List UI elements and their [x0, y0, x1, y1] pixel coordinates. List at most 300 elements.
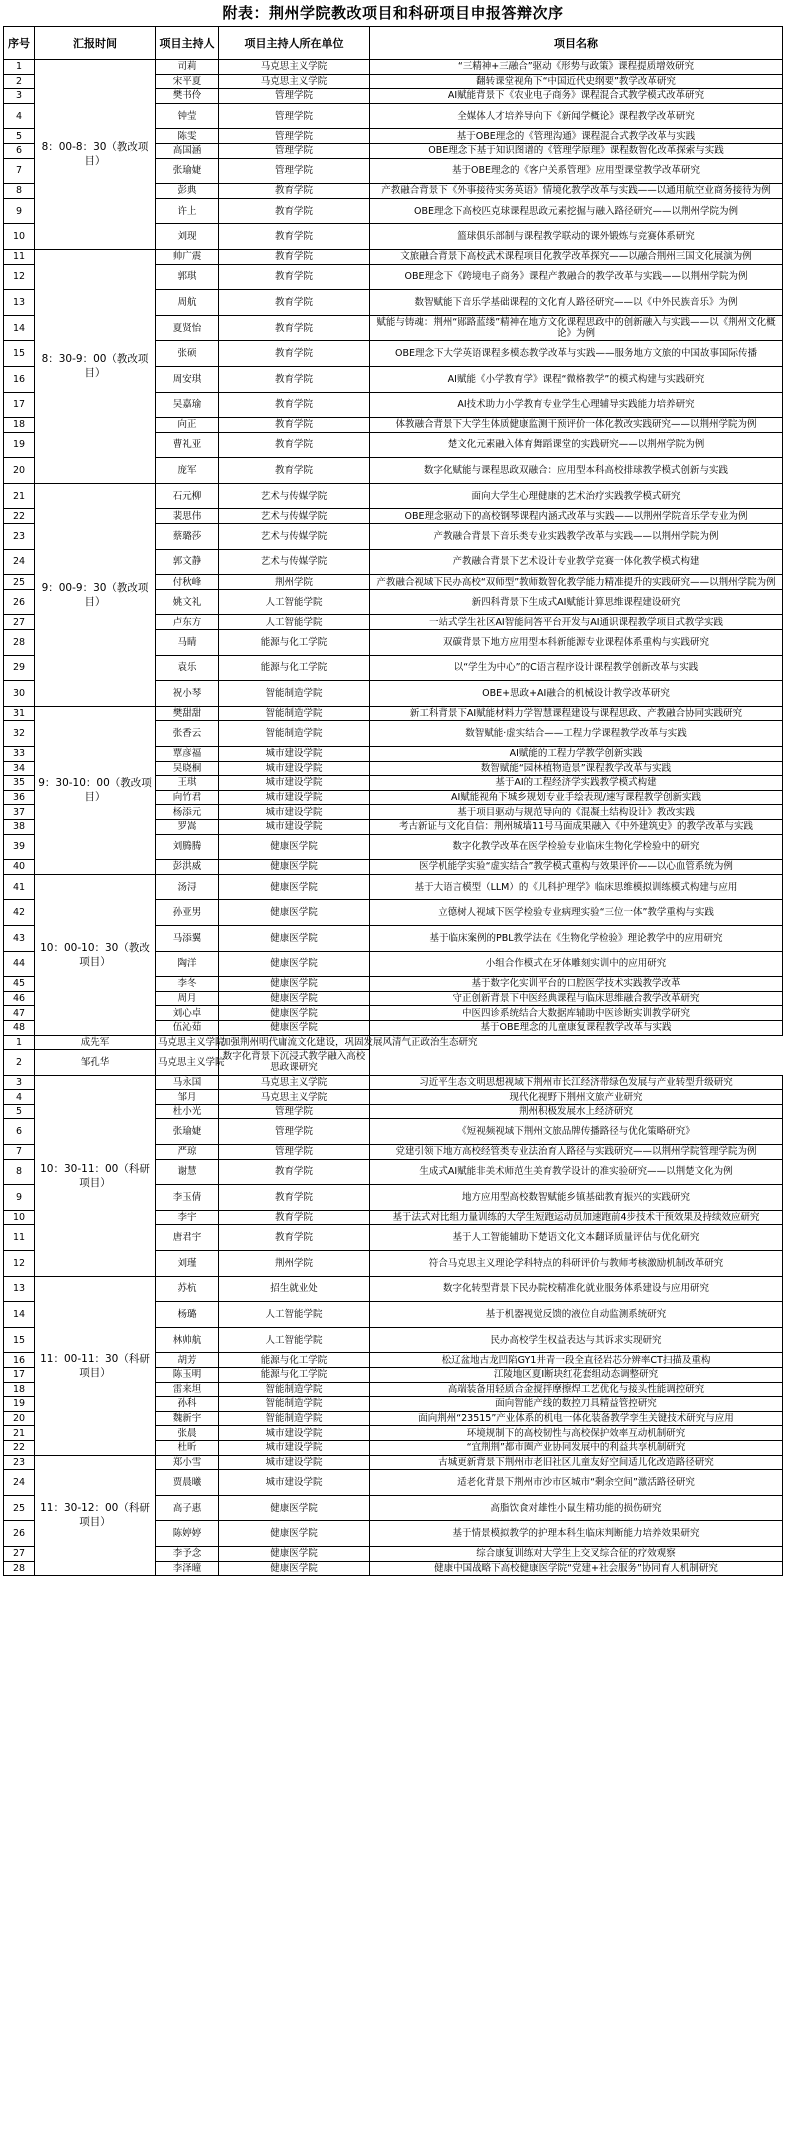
project-leader: 唐君宇: [156, 1225, 219, 1251]
project-leader: 邹月: [156, 1090, 219, 1105]
project-name: 高端装备用轻质合金搅拌摩擦焊工艺优化与接头性能调控研究: [370, 1382, 783, 1397]
row-number: 8: [4, 1159, 35, 1185]
row-number: 47: [4, 1006, 35, 1021]
leader-unit: 管理学院: [219, 103, 370, 129]
row-number: 39: [4, 834, 35, 860]
row-number: 40: [4, 860, 35, 875]
row-number: 27: [4, 615, 35, 630]
time-slot-cell: 9：30-10：00（教改项目）: [35, 706, 156, 874]
leader-unit: 管理学院: [219, 89, 370, 104]
project-name: AI赋能视角下城乡规划专业手绘表现/速写课程教学创新实践: [370, 790, 783, 805]
row-number: 16: [4, 1353, 35, 1368]
row-number: 7: [4, 158, 35, 184]
leader-unit: 管理学院: [219, 1104, 370, 1119]
project-name: 医学机能学实验“虚实结合”教学模式重构与效果评价——以心血管系统为例: [370, 860, 783, 875]
project-leader: 庞军: [156, 458, 219, 484]
header-time: 汇报时间: [35, 27, 156, 60]
leader-unit: 教育学院: [219, 184, 370, 199]
leader-unit: 荆州学院: [219, 1251, 370, 1277]
row-number: 32: [4, 721, 35, 747]
project-name: 数字化赋能与课程思政双融合：应用型本科高校排球教学模式创新与实践: [370, 458, 783, 484]
leader-unit: 艺术与传媒学院: [219, 549, 370, 575]
row-number: 15: [4, 1327, 35, 1353]
project-name: 新四科背景下生成式AI赋能计算思维课程建设研究: [370, 589, 783, 615]
leader-unit: 人工智能学院: [219, 615, 370, 630]
leader-unit: 管理学院: [219, 129, 370, 144]
project-name: 中医四诊系统结合大数据库辅助中医诊断实训教学研究: [370, 1006, 783, 1021]
project-name: 基于临床案例的PBL教学法在《生物化学检验》理论教学中的应用研究: [370, 925, 783, 951]
project-name: 基于OBE理念的《管理沟通》课程混合式教学改革与实践: [370, 129, 783, 144]
project-name: 数字化转型背景下民办院校精准化就业服务体系建设与应用研究: [370, 1276, 783, 1302]
leader-unit: 城市建设学院: [219, 1426, 370, 1441]
table-row: [4, 483, 783, 509]
leader-unit: 招生就业处: [219, 1276, 370, 1302]
row-number: 17: [4, 392, 35, 418]
leader-unit: 智能制造学院: [219, 721, 370, 747]
row-number: 5: [4, 129, 35, 144]
project-leader: 周航: [156, 290, 219, 316]
project-leader: 伍沁茹: [156, 1020, 219, 1035]
project-leader: 吴嘉瑜: [156, 392, 219, 418]
leader-unit: 城市建设学院: [219, 805, 370, 820]
leader-unit: 人工智能学院: [219, 1302, 370, 1328]
project-name: 数智赋能“园林植物造景”课程教学改革与实践: [370, 761, 783, 776]
leader-unit: 马克思主义学院: [219, 74, 370, 89]
row-number: 14: [4, 315, 35, 341]
row-number: 23: [4, 1455, 35, 1470]
leader-unit: 城市建设学院: [219, 761, 370, 776]
project-leader: 严琼: [156, 1145, 219, 1160]
project-name: 以“学生为中心”的C语言程序设计课程教学创新改革与实践: [370, 655, 783, 681]
leader-unit: 能源与化工学院: [219, 630, 370, 656]
table-header-row: [4, 27, 783, 60]
row-number: 26: [4, 589, 35, 615]
project-leader: 周月: [156, 991, 219, 1006]
table-row: [4, 706, 783, 721]
project-leader: 马永国: [156, 1075, 219, 1090]
project-leader: 张瑜婕: [156, 158, 219, 184]
project-name: 民办高校学生权益表达与其诉求实现研究: [370, 1327, 783, 1353]
project-leader: 周安琪: [156, 366, 219, 392]
table-row: [4, 249, 783, 264]
project-leader: 向正: [156, 418, 219, 433]
project-leader: 王琪: [156, 776, 219, 791]
row-number: 21: [4, 1426, 35, 1441]
project-name: “三精神+三融合”驱动《形势与政策》课程提质增效研究: [370, 60, 783, 75]
leader-unit: 城市建设学院: [219, 1455, 370, 1470]
row-number: 7: [4, 1145, 35, 1160]
leader-unit: 教育学院: [219, 1210, 370, 1225]
leader-unit: 艺术与传媒学院: [219, 524, 370, 550]
project-name: 数字化背景下沉浸式教学融入高校思政课研究: [219, 1050, 370, 1076]
project-leader: 汤浔: [156, 874, 219, 900]
leader-unit: 健康医学院: [219, 1561, 370, 1576]
row-number: 15: [4, 341, 35, 367]
header-project-name: 项目名称: [370, 27, 783, 60]
time-slot-cell: 8：30-9：00（教改项目）: [35, 249, 156, 483]
row-number: 30: [4, 681, 35, 707]
project-name: 文旅融合背景下高校武术课程项目化教学改革探究——以融合荆州三国文化展演为例: [370, 249, 783, 264]
project-leader: 李宇: [156, 1210, 219, 1225]
row-number: 34: [4, 761, 35, 776]
project-leader: 裴思伟: [156, 509, 219, 524]
row-number: 48: [4, 1020, 35, 1035]
project-leader: 林帅航: [156, 1327, 219, 1353]
header-unit: 项目主持人所在单位: [219, 27, 370, 60]
project-name: 基于OBE理念的《客户关系管理》应用型课堂教学改革研究: [370, 158, 783, 184]
table-row: [4, 874, 783, 900]
table-row: [4, 1276, 783, 1302]
leader-unit: 教育学院: [219, 341, 370, 367]
leader-unit: 健康医学院: [219, 951, 370, 977]
leader-unit: 人工智能学院: [219, 589, 370, 615]
row-number: 20: [4, 458, 35, 484]
project-leader: 李予念: [156, 1546, 219, 1561]
row-number: 42: [4, 900, 35, 926]
row-number: 27: [4, 1546, 35, 1561]
project-leader: 向竹君: [156, 790, 219, 805]
project-name: 符合马克思主义理论学科特点的科研评价与教师考核激励机制改革研究: [370, 1251, 783, 1277]
leader-unit: 城市建设学院: [219, 1470, 370, 1496]
row-number: 8: [4, 184, 35, 199]
leader-unit: 健康医学院: [219, 1020, 370, 1035]
row-number: 33: [4, 747, 35, 762]
project-leader: 姚文礼: [156, 589, 219, 615]
project-leader: 杜昕: [156, 1440, 219, 1455]
row-number: 10: [4, 1210, 35, 1225]
leader-unit: 健康医学院: [219, 1546, 370, 1561]
project-name: 基于机器视觉反馈的液位自动监测系统研究: [370, 1302, 783, 1328]
project-name: 体教融合背景下大学生体质健康监测干预评价一体化教改实践研究——以荆州学院为例: [370, 418, 783, 433]
row-number: 16: [4, 366, 35, 392]
row-number: 29: [4, 655, 35, 681]
time-slot-cell: 10：30-11：00（科研项目）: [35, 1075, 156, 1276]
project-leader: 杨添元: [156, 805, 219, 820]
row-number: 1: [4, 60, 35, 75]
row-number: 38: [4, 819, 35, 834]
project-name: 赋能与铸魂：荆州“郧路蓝缕”精神在地方文化课程思政中的创新融入与实践——以《荆州文化概论》为例: [370, 315, 783, 341]
project-leader: 张晨: [156, 1426, 219, 1441]
project-leader: 郭琪: [156, 264, 219, 290]
leader-unit: 智能制造学院: [219, 1397, 370, 1412]
project-name: 环境规制下的高校韧性与高校保护效率互动机制研究: [370, 1426, 783, 1441]
row-number: 41: [4, 874, 35, 900]
project-leader: 苏杭: [156, 1276, 219, 1302]
project-name: 面向荆州“23515”产业体系的机电一体化装备教学孪生关键技术研究与应用: [370, 1411, 783, 1426]
project-leader: 郑小雪: [156, 1455, 219, 1470]
project-leader: 蔡璐莎: [156, 524, 219, 550]
leader-unit: 智能制造学院: [219, 1411, 370, 1426]
row-number: 24: [4, 549, 35, 575]
leader-unit: 教育学院: [219, 1185, 370, 1211]
leader-unit: 健康医学院: [219, 834, 370, 860]
row-number: 9: [4, 1185, 35, 1211]
project-name: 基于情景模拟教学的护理本科生临床判断能力培养效果研究: [370, 1521, 783, 1547]
leader-unit: 马克思主义学院: [219, 1090, 370, 1105]
row-number: 12: [4, 1251, 35, 1277]
project-leader: 樊书伶: [156, 89, 219, 104]
leader-unit: 教育学院: [219, 224, 370, 250]
leader-unit: 健康医学院: [219, 900, 370, 926]
row-number: 11: [4, 1225, 35, 1251]
leader-unit: 教育学院: [219, 418, 370, 433]
project-name: 基于项目驱动与规范导向的《混凝土结构设计》教改实践: [370, 805, 783, 820]
table-row: [4, 1050, 783, 1076]
project-name: 现代化视野下荆州文旅产业研究: [370, 1090, 783, 1105]
row-number: 3: [4, 1075, 35, 1090]
leader-unit: 人工智能学院: [219, 1327, 370, 1353]
project-leader: 钟莹: [156, 103, 219, 129]
project-leader: 陈玉明: [156, 1368, 219, 1383]
leader-unit: 健康医学院: [219, 991, 370, 1006]
project-leader: 胡芳: [156, 1353, 219, 1368]
project-name: 面向大学生心理健康的艺术治疗实践教学模式研究: [370, 483, 783, 509]
leader-unit: 教育学院: [219, 432, 370, 458]
project-name: 健康中国战略下高校健康医学院“党建+社会服务”协同育人机制研究: [370, 1561, 783, 1576]
row-number: 45: [4, 977, 35, 992]
project-leader: 付秋峰: [156, 575, 219, 590]
project-name: AI赋能的工程力学教学创新实践: [370, 747, 783, 762]
project-name: AI技术助力小学教育专业学生心理辅导实践能力培养研究: [370, 392, 783, 418]
row-number: 18: [4, 418, 35, 433]
project-leader: 樊甜甜: [156, 706, 219, 721]
project-leader: 张硕: [156, 341, 219, 367]
row-number: 28: [4, 1561, 35, 1576]
leader-unit: 城市建设学院: [219, 747, 370, 762]
row-number: 6: [4, 1119, 35, 1145]
project-name: OBE理念下大学英语课程多模态教学改革与实践——服务地方文旅的中国故事国际传播: [370, 341, 783, 367]
row-number: 11: [4, 249, 35, 264]
project-leader: 马添翼: [156, 925, 219, 951]
leader-unit: 健康医学院: [219, 860, 370, 875]
project-leader: 李泽曈: [156, 1561, 219, 1576]
leader-unit: 智能制造学院: [219, 706, 370, 721]
project-leader: 帅广震: [156, 249, 219, 264]
leader-unit: 健康医学院: [219, 1006, 370, 1021]
project-name: 全媒体人才培养导向下《新闻学概论》课程教学改革研究: [370, 103, 783, 129]
row-number: 3: [4, 89, 35, 104]
project-leader: 罗嵩: [156, 819, 219, 834]
project-name: 考古新证与文化自信：荆州城墙11号马面成果融入《中外建筑史》的教学改革与实践: [370, 819, 783, 834]
leader-unit: 智能制造学院: [219, 1382, 370, 1397]
leader-unit: 教育学院: [219, 1159, 370, 1185]
row-number: 28: [4, 630, 35, 656]
project-leader: 司莉: [156, 60, 219, 75]
row-number: 44: [4, 951, 35, 977]
header-leader: 项目主持人: [156, 27, 219, 60]
row-number: 17: [4, 1368, 35, 1383]
row-number: 23: [4, 524, 35, 550]
leader-unit: 教育学院: [219, 366, 370, 392]
leader-unit: 管理学院: [219, 158, 370, 184]
table-row: [4, 1455, 783, 1470]
project-name: 篮球俱乐部制与课程教学联动的课外锻炼与竞赛体系研究: [370, 224, 783, 250]
row-number: 18: [4, 1382, 35, 1397]
leader-unit: 城市建设学院: [219, 819, 370, 834]
project-leader: 刘腾腾: [156, 834, 219, 860]
leader-unit: 艺术与传媒学院: [219, 509, 370, 524]
row-number: 4: [4, 103, 35, 129]
project-name: 《短视频视域下荆州文旅品牌传播路径与优化策略研究》: [370, 1119, 783, 1145]
leader-unit: 马克思主义学院: [156, 1035, 219, 1050]
project-leader: 陈雯: [156, 129, 219, 144]
row-number: 22: [4, 509, 35, 524]
time-slot-cell: 10：00-10：30（教改项目）: [35, 874, 156, 1035]
row-number: 20: [4, 1411, 35, 1426]
project-name: 面向智能产线的数控刀具精益管控研究: [370, 1397, 783, 1412]
table-row: [4, 1035, 783, 1050]
leader-unit: 教育学院: [219, 1225, 370, 1251]
row-number: 13: [4, 1276, 35, 1302]
leader-unit: 健康医学院: [219, 874, 370, 900]
time-slot-cell: 11：00-11：30（科研项目）: [35, 1276, 156, 1455]
project-name: 数字化教学改革在医学检验专业临床生物化学检验中的研究: [370, 834, 783, 860]
row-number: 2: [4, 74, 35, 89]
table-body: [4, 60, 783, 1576]
leader-unit: 智能制造学院: [219, 681, 370, 707]
project-name: 产教融合视域下民办高校“双师型”教师数智化教学能力精准提升的实践研究——以荆州学院为例: [370, 575, 783, 590]
leader-unit: 教育学院: [219, 290, 370, 316]
row-number: 36: [4, 790, 35, 805]
project-leader: 谢慧: [156, 1159, 219, 1185]
project-leader: 祝小琴: [156, 681, 219, 707]
row-number: 19: [4, 1397, 35, 1412]
project-name: 产教融合背景下《外事接待实务英语》情境化教学改革与实践——以通用航空业商务接待为例: [370, 184, 783, 199]
leader-unit: 教育学院: [219, 264, 370, 290]
leader-unit: 健康医学院: [219, 977, 370, 992]
leader-unit: 马克思主义学院: [156, 1050, 219, 1076]
leader-unit: 教育学院: [219, 198, 370, 224]
project-leader: 魏新宇: [156, 1411, 219, 1426]
leader-unit: 教育学院: [219, 249, 370, 264]
project-leader: 马睛: [156, 630, 219, 656]
time-slot-cell: 9：00-9：30（教改项目）: [35, 483, 156, 706]
project-leader: 石元柳: [156, 483, 219, 509]
row-number: 25: [4, 575, 35, 590]
project-name: OBE理念下基于知识图谱的《管理学原理》课程数智化改革探索与实践: [370, 143, 783, 158]
row-number: 24: [4, 1470, 35, 1496]
project-leader: 杨璐: [156, 1302, 219, 1328]
project-leader: 李玉倩: [156, 1185, 219, 1211]
leader-unit: 城市建设学院: [219, 1440, 370, 1455]
project-name: 一站式学生社区AI智能问答平台开发与AI通识课程教学项目式教学实践: [370, 615, 783, 630]
leader-unit: 管理学院: [219, 143, 370, 158]
row-number: 1: [4, 1035, 35, 1050]
project-name: 数智赋能下音乐学基础课程的文化育人路径研究——以《中外民族音乐》为例: [370, 290, 783, 316]
project-leader: 郭文静: [156, 549, 219, 575]
project-name: 翻转课堂视角下“中国近代史纲要”教学改革研究: [370, 74, 783, 89]
project-name: 产教融合背景下艺术设计专业教学竞赛一体化教学模式构建: [370, 549, 783, 575]
project-leader: 孙科: [156, 1397, 219, 1412]
project-leader: 刘瑾: [156, 1251, 219, 1277]
leader-unit: 教育学院: [219, 458, 370, 484]
row-number: 37: [4, 805, 35, 820]
project-name: 生成式AI赋能非美术师范生美育教学设计的准实验研究——以荆楚文化为例: [370, 1159, 783, 1185]
project-leader: 袁乐: [156, 655, 219, 681]
leader-unit: 能源与化工学院: [219, 655, 370, 681]
project-name: 双碳背景下地方应用型本科新能源专业课程体系重构与实践研究: [370, 630, 783, 656]
project-name: 江陵地区夏Ⅰ断块红花套组动态调整研究: [370, 1368, 783, 1383]
project-name: 产教融合背景下音乐类专业实践教学改革与实践——以荆州学院为例: [370, 524, 783, 550]
project-name: OBE理念驱动下的高校钢琴课程内涵式改革与实践——以荆州学院音乐学专业为例: [370, 509, 783, 524]
project-leader: 彭典: [156, 184, 219, 199]
project-leader: 曹礼亚: [156, 432, 219, 458]
leader-unit: 管理学院: [219, 1145, 370, 1160]
project-name: 基于数字化实训平台的口腔医学技术实践教学改革: [370, 977, 783, 992]
leader-unit: 能源与化工学院: [219, 1368, 370, 1383]
project-leader: 贾晨曦: [156, 1470, 219, 1496]
project-leader: 陶洋: [156, 951, 219, 977]
leader-unit: 教育学院: [219, 392, 370, 418]
leader-unit: 荆州学院: [219, 575, 370, 590]
leader-unit: 健康医学院: [219, 1495, 370, 1521]
project-name: 小组合作模式在牙体雕刻实训中的应用研究: [370, 951, 783, 977]
row-number: 5: [4, 1104, 35, 1119]
page-title: 附表：荆州学院教改项目和科研项目申报答辩次序: [222, 4, 564, 22]
leader-unit: 健康医学院: [219, 925, 370, 951]
leader-unit: 城市建设学院: [219, 776, 370, 791]
time-slot-cell: 11：30-12：00（科研项目）: [35, 1455, 156, 1576]
project-leader: 孙亚男: [156, 900, 219, 926]
row-number: 25: [4, 1495, 35, 1521]
project-leader: 覃彦福: [156, 747, 219, 762]
project-name: 数智赋能·虚实结合——工程力学课程教学改革与实践: [370, 721, 783, 747]
project-leader: 成先军: [35, 1035, 156, 1050]
row-number: 13: [4, 290, 35, 316]
leader-unit: 能源与化工学院: [219, 1353, 370, 1368]
project-name: 守正创新背景下中医经典课程与临床思维融合教学改革研究: [370, 991, 783, 1006]
project-name: 基于人工智能辅助下楚语文化文本翻译质量评估与优化研究: [370, 1225, 783, 1251]
project-leader: 彭洪威: [156, 860, 219, 875]
row-number: 10: [4, 224, 35, 250]
project-name: 党建引领下地方高校经管类专业法治育人路径与实践研究——以荆州学院管理学院为例: [370, 1145, 783, 1160]
row-number: 43: [4, 925, 35, 951]
project-name: 习近平生态文明思想视域下荆州市长江经济带绿色发展与产业转型升级研究: [370, 1075, 783, 1090]
leader-unit: 马克思主义学院: [219, 1075, 370, 1090]
project-leader: 邹孔华: [35, 1050, 156, 1076]
row-number: 2: [4, 1050, 35, 1076]
leader-unit: 教育学院: [219, 315, 370, 341]
project-name: 新工科背景下AI赋能材料力学智慧课程建设与课程思政、产教融合协同实践研究: [370, 706, 783, 721]
project-name: 基于OBE理念的儿童康复课程教学改革与实践: [370, 1020, 783, 1035]
project-leader: 卢东方: [156, 615, 219, 630]
project-leader: 宋平夏: [156, 74, 219, 89]
project-leader: 高国涵: [156, 143, 219, 158]
project-leader: 杜小光: [156, 1104, 219, 1119]
time-slot-cell: 8：00-8：30（教改项目）: [35, 60, 156, 250]
project-leader: 李冬: [156, 977, 219, 992]
row-number: 9: [4, 198, 35, 224]
project-leader: 许上: [156, 198, 219, 224]
project-name: 适老化背景下荆州市沙市区城市“剩余空间”激活路径研究: [370, 1470, 783, 1496]
row-number: 31: [4, 706, 35, 721]
table-row: [4, 60, 783, 75]
row-number: 22: [4, 1440, 35, 1455]
project-leader: 陈婷婷: [156, 1521, 219, 1547]
project-leader: 雷来坦: [156, 1382, 219, 1397]
project-name: OBE理念下《跨境电子商务》课程产教融合的教学改革与实践——以荆州学院为例: [370, 264, 783, 290]
project-name: 高脂饮食对雄性小鼠生精功能的损伤研究: [370, 1495, 783, 1521]
project-name: OBE+思政+AI融合的机械设计教学改革研究: [370, 681, 783, 707]
project-name: 荆州积极发展水上经济研究: [370, 1104, 783, 1119]
row-number: 35: [4, 776, 35, 791]
project-name: AI赋能《小学教育学》课程“微格教学”的模式构建与实践研究: [370, 366, 783, 392]
leader-unit: 艺术与传媒学院: [219, 483, 370, 509]
project-name: AI赋能背景下《农业电子商务》课程混合式教学模式改革研究: [370, 89, 783, 104]
leader-unit: 健康医学院: [219, 1521, 370, 1547]
project-name: 松辽盆地古龙凹陷GY1井青一段全直径岩芯分辨率CT扫描及重构: [370, 1353, 783, 1368]
row-number: 14: [4, 1302, 35, 1328]
